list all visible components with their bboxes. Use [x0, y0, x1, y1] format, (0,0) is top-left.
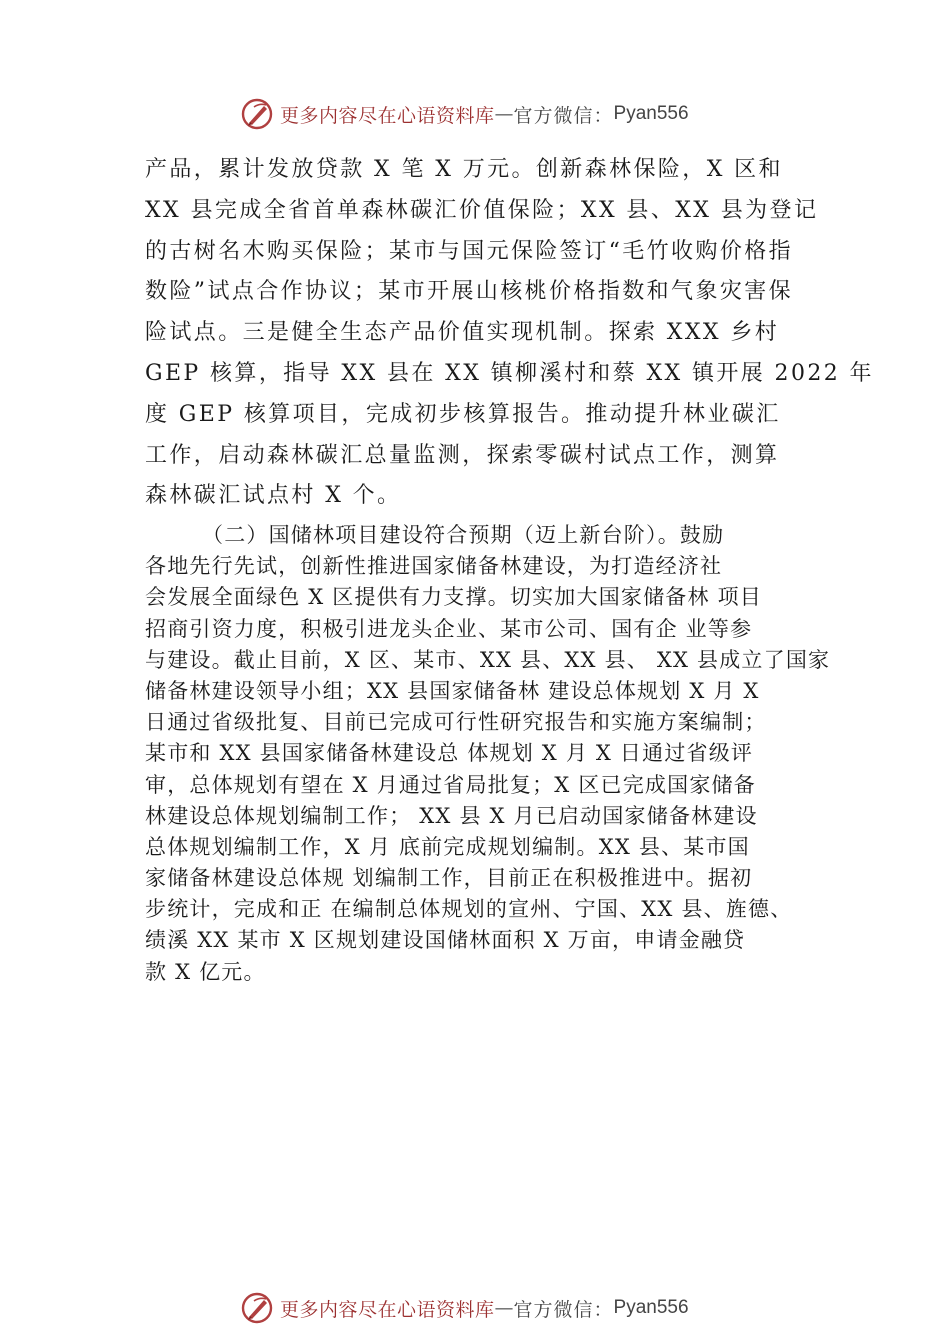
- pen-circle-logo-icon: [240, 97, 274, 131]
- section-heading-line: （二）国储林项目建设符合预期（迈上新台阶）。鼓励: [202, 523, 725, 547]
- watermark-dash: —: [494, 103, 514, 125]
- text-line: 家储备林建设总体规 划编制工作，目前正在积极推进中。据初: [145, 866, 753, 891]
- watermark-id: Pyan556: [613, 1297, 689, 1318]
- text-line: 款 X 亿元。: [145, 959, 266, 984]
- text-line: 某市和 XX 县国家储备林建设总 体规划 X 月 X 日通过省级评: [145, 741, 754, 766]
- text-line: 工作，启动森林碳汇总量监测，探索零碳村试点工作，测算: [145, 442, 780, 468]
- text-line: 会发展全面绿色 X 区提供有力支撑。切实加大国家储备林 项目: [145, 585, 762, 610]
- text-line: 森林碳汇试点村 X 个。: [145, 483, 402, 509]
- text-line: 度 GEP 核算项目，完成初步核算报告。推动提升林业碳汇: [145, 401, 781, 427]
- watermark-dash: —: [494, 1297, 514, 1319]
- text-line: 产品，累计发放贷款 X 笔 X 万元。创新森林保险，X 区和: [145, 157, 783, 182]
- text-line: 险试点。三是健全生态产品价值实现机制。探索 XXX 乡村: [145, 320, 780, 346]
- text-line: 储备林建设领导小组；XX 县国家储备林 建设总体规划 X 月 X: [145, 678, 760, 703]
- text-line: 各地先行先试，创新性推进国家储备林建设，为打造经济社: [145, 554, 723, 579]
- text-line: 的古树名木购买保险；某市与国元保险签订“毛竹收购价格指: [145, 238, 794, 264]
- watermark-sub: 官方微信：: [513, 1298, 614, 1321]
- paragraph-1: [145, 150, 874, 517]
- text-line: 林建设总体规划编制工作； XX 县 X 月已启动国家储备林建设: [145, 803, 758, 828]
- header-watermark: [240, 96, 689, 132]
- text-line: 步统计，完成和正 在编制总体规划的宣州、宁国、XX 县、旌德、: [145, 897, 793, 922]
- text-line: 招商引资力度，积极引进龙头企业、某市公司、国有企 业等参: [145, 616, 753, 641]
- watermark-sub: 官方微信：: [513, 104, 614, 127]
- pen-circle-logo-icon: [240, 1291, 274, 1325]
- text-line: XX 县完成全省首单森林碳汇价值保险；XX 县、XX 县为登记: [145, 197, 819, 223]
- text-line: 与建设。截止目前，X 区、某市、XX 县、XX 县、 XX 县成立了国家: [145, 647, 831, 672]
- text-line: 数险”试点合作协议；某市开展山核桃价格指数和气象灾害保: [145, 279, 794, 305]
- text-line: GEP 核算，指导 XX 县在 XX 镇柳溪村和蔡 XX 镇开展 2022 年: [145, 360, 874, 386]
- paragraph-2: [145, 520, 865, 988]
- text-line: 审，总体规划有望在 X 月通过省局批复；X 区已完成国家储备: [145, 772, 756, 797]
- watermark-text: 更多内容尽在心语资料库: [280, 1298, 495, 1321]
- footer-watermark: [240, 1290, 689, 1326]
- text-line: 日通过省级批复、目前已完成可行性研究报告和实施方案编制；: [145, 710, 767, 735]
- text-line: 绩溪 XX 某市 X 区规划建设国储林面积 X 万亩，申请金融贷: [145, 928, 746, 953]
- watermark-id: Pyan556: [613, 103, 689, 124]
- text-line: 总体规划编制工作，X 月 底前完成规划编制。XX 县、某市国: [145, 834, 750, 859]
- watermark-text: 更多内容尽在心语资料库: [280, 104, 495, 127]
